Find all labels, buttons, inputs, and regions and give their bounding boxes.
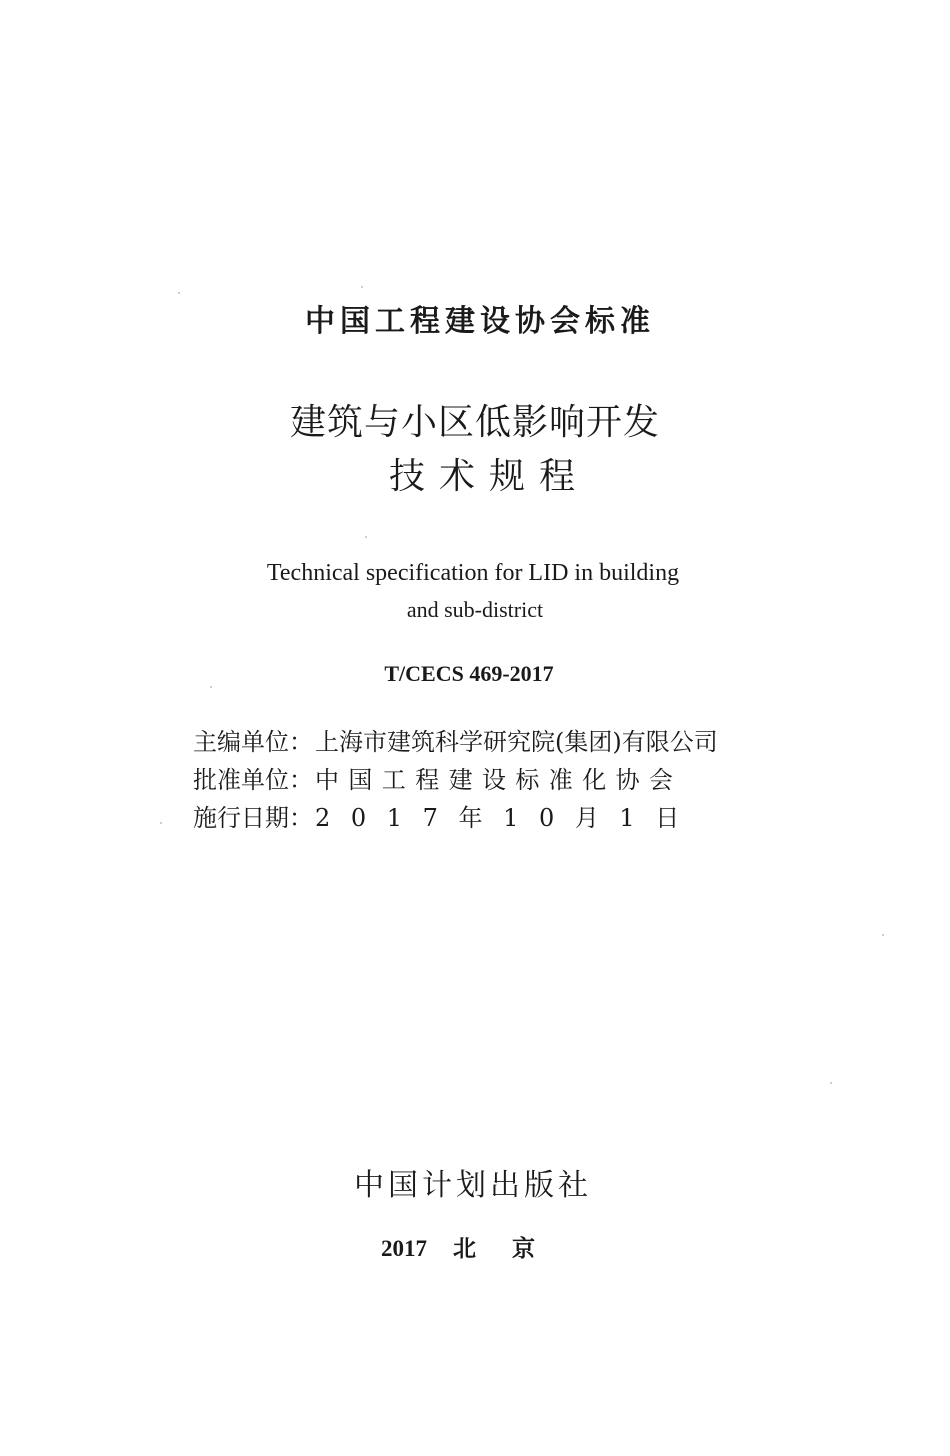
publication-year-city xyxy=(381,1230,571,1263)
scan-speck xyxy=(160,822,162,824)
scan-speck xyxy=(210,686,212,688)
standard-code: T/CECS 469-2017 xyxy=(384,661,554,686)
title-en-line1: Technical specification for LID in building xyxy=(266,560,680,586)
scan-speck xyxy=(178,292,180,294)
effective-date-label: 施行日期： xyxy=(193,804,313,832)
effective-date-value: 2017年10月1日 xyxy=(315,804,700,832)
title-en-line2: and sub-district xyxy=(406,597,544,622)
association-standard-heading: 中国工程建设协会标准 xyxy=(305,304,655,339)
scan-speck xyxy=(830,1082,832,1084)
scan-speck xyxy=(365,536,367,538)
publisher-name: 中国计划出版社 xyxy=(354,1168,592,1203)
title-zh-line2: 技术规程 xyxy=(388,456,589,497)
publication-year: 2017 xyxy=(381,1236,427,1261)
info-row-effective-date xyxy=(193,798,753,833)
approver-label: 批准单位： xyxy=(193,766,313,794)
editor-value: 上海市建筑科学研究院(集团)有限公司 xyxy=(315,728,718,756)
editor-label: 主编单位： xyxy=(193,728,313,756)
scan-speck xyxy=(361,286,363,288)
scan-speck xyxy=(882,934,884,936)
info-row-editor xyxy=(193,722,753,757)
approver-value: 中国工程建设标准化协会 xyxy=(315,766,683,794)
publication-city: 北京 xyxy=(453,1236,571,1262)
info-row-approver xyxy=(193,760,753,795)
title-zh-line1: 建筑与小区低影响开发 xyxy=(289,402,660,443)
